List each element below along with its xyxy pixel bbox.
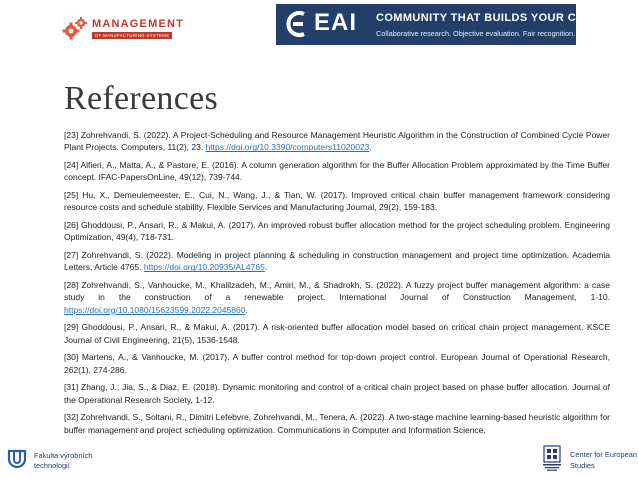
reference-item	[64, 219, 610, 244]
reference-text: [29] Ghoddousi, P., Ansari, R., & Makui, A. (2017). A risk-oriented buffer allocation model based on critical chain project management. KSCE Journal of Civil Engineering, 21(5), 1536-1548.	[64, 322, 610, 345]
eai-logo-icon	[284, 10, 310, 38]
reference-item	[64, 411, 610, 436]
management-logo-subtitle: OF MANUFACTURING SYSTEMS	[92, 32, 172, 39]
university-crest-icon	[541, 444, 563, 472]
reference-doi-link[interactable]: https://doi.org/10.3390/computers11020023	[205, 142, 370, 153]
management-logo	[62, 14, 185, 44]
eai-brand-text: EAI	[314, 9, 358, 36]
faculty-logo	[7, 449, 117, 475]
reference-text: [31] Zhang, J., Jia, S., & Diaz, E. (2018). Dynamic monitoring and control of a critical chain project based on phase buffer allocation. Journal of the Operational Research Society, 1-12.	[64, 382, 610, 405]
reference-text: [30] Martens, A., & Vanhoucke, M. (2017). A buffer control method for top-down project control. European Journal of Operational Research, 262(1), 274-286.	[64, 352, 610, 375]
faculty-logo-line2: technologií	[34, 461, 70, 470]
eai-banner[interactable]	[276, 4, 617, 45]
reference-text: [24] Alfieri, A., Matta, A., & Pastore, E. (2016). A column generation algorithm for the Buffer Allocation Problem approximated by the Time Buffer concept. IFAC-PapersOnLine, 49(12), 739-744.	[64, 160, 610, 183]
reference-text: [25] Hu, X., Demeulemeester, E., Cui, N., Wang, J., & Tian, W. (2017). Improved critical chain buffer management framework considering resource costs and schedule stability. Flexible Services and Manufacturing Journal, 29(2), 159-183.	[64, 190, 610, 213]
faculty-logo-line1: Fakulta výrobních	[34, 451, 93, 460]
center-european-studies-logo	[541, 444, 637, 478]
center-logo-line2: Studies	[570, 461, 595, 470]
reference-doi-link[interactable]: https://doi.org/10.20935/AL4765	[143, 262, 265, 273]
center-logo-line1: Center for European	[570, 450, 637, 459]
reference-trailing-punctuation: .	[264, 262, 268, 273]
reference-text: [32] Zohrehvandi, S., Soltani, R., Dimitri Lefebvre, Zohrehvandi, M., Tenera, A. (2022). A two-stage machine learning-based heuristic algorithm for buffer management and project scheduling optimization. Communications in Computer and Information Science.	[64, 412, 611, 435]
gear-icon	[62, 16, 88, 42]
reference-trailing-punctuation: .	[369, 142, 372, 153]
reference-doi-link[interactable]: https://doi.org/10.1080/15623599.2022.2045860	[64, 304, 246, 315]
page-title: References	[64, 80, 219, 117]
reference-item	[64, 249, 610, 274]
reference-text: [27] Zohrehvandi, S. (2022). Modeling in project planning & scheduling in construction management and project time optimization. Academia Letters, Article 4765.	[64, 250, 610, 273]
reference-item	[64, 321, 610, 346]
reference-item	[64, 129, 610, 154]
reference-text: [28] Zohrehvandi, S., Vanhoucke, M., Khalilzadeh, M., Amiri, M., & Shadrokh, S. (2022). A fuzzy project buffer management algorithm: a case study in the construction of a renewable project. International Journal of Construction Management, 1-10.	[64, 280, 610, 303]
reference-item	[64, 381, 610, 406]
reference-item	[64, 159, 610, 184]
reference-item	[64, 351, 610, 376]
management-logo-title: MANAGEMENT	[92, 18, 185, 30]
reference-trailing-punctuation: .	[245, 304, 248, 315]
reference-text: [26] Ghoddousi, P., Ansari, R., & Makui, A. (2017). An improved robust buffer allocation method for the project scheduling problem. Engineering Optimization, 49(4), 718-731.	[64, 220, 610, 243]
faculty-logo-icon	[7, 449, 27, 471]
eai-headline: COMMUNITY THAT BUILDS YOUR CAREER	[376, 12, 617, 24]
reference-item	[64, 279, 610, 316]
reference-list	[64, 129, 610, 441]
reference-text: [23] Zohrehvandi, S. (2022). A Project-Scheduling and Resource Management Heuristic Algorithm in the Construction of Combined Cycle Power Plant Projects. Computers, 11(2), 23.	[64, 130, 610, 153]
eai-tagline: Collaborative research. Objective evaluation. Fair recognition.	[376, 29, 576, 38]
reference-item	[64, 189, 610, 214]
